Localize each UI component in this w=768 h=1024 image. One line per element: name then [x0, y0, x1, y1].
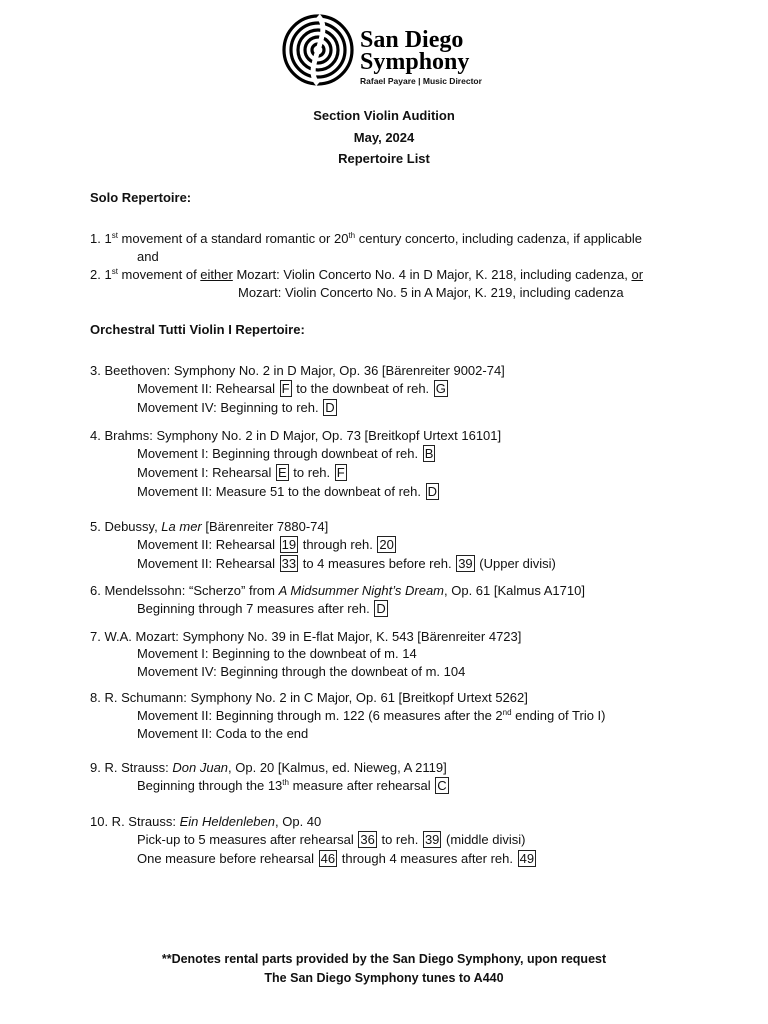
document-title-block [0, 105, 768, 170]
title-date: May, 2024 [353, 129, 415, 145]
footer-rental-note: **Denotes rental parts provided by the San Diego Symphony, upon request [161, 952, 607, 966]
title-repertoire-list: Repertoire List [338, 151, 430, 166]
item-5-title: 5. Debussy, La mer [Bärenreiter 7880-74] [90, 519, 329, 534]
music-director-line: Rafael Payare | Music Director [360, 76, 482, 86]
item-7-excerpt-2: Movement IV: Beginning through the downbeat of m. 104 [137, 664, 466, 679]
symphony-logo [280, 12, 520, 92]
item-7-title: 7. W.A. Mozart: Symphony No. 39 in E-flat Major, K. 543 [Bärenreiter 4723] [90, 629, 522, 644]
item-6-title: 6. Mendelssohn: “Scherzo” from A Midsummer Night’s Dream, Op. 61 [Kalmus A1710] [90, 583, 585, 598]
item-3-excerpt-2: Movement IV: Beginning to reh. D [137, 400, 335, 415]
item-8-title: 8. R. Schumann: Symphony No. 2 in C Major, Op. 61 [Breitkopf Urtext 5262] [90, 690, 528, 705]
item-3-title: 3. Beethoven: Symphony No. 2 in D Major, Op. 36 [Bärenreiter 9002-74] [90, 363, 505, 378]
item-7-excerpt-1: Movement I: Beginning to the downbeat of m. 14 [137, 646, 417, 661]
solo-item-2-alt: Mozart: Violin Concerto No. 5 in A Major, K. 219, including cadenza [238, 285, 624, 300]
logo-name-line1: San Diego [360, 27, 464, 53]
solo-heading: Solo Repertoire: [90, 190, 192, 205]
item-4-excerpt-1: Movement I: Beginning through downbeat of reh. B [137, 446, 434, 461]
item-10-excerpt-2: One measure before rehearsal 46 through 4 measures after reh. 49 [137, 851, 535, 866]
item-6-excerpt-1: Beginning through 7 measures after reh. D [137, 601, 386, 616]
item-9-excerpt-1: Beginning through the 13th measure after rehearsal C [137, 778, 447, 793]
solo-item-1: 1. 1st movement of a standard romantic or 20th century concerto, including cadenza, if applicable [90, 231, 643, 246]
item-4-title: 4. Brahms: Symphony No. 2 in D Major, Op. 73 [Breitkopf Urtext 16101] [90, 428, 502, 443]
item-5-excerpt-2: Movement II: Rehearsal 33 to 4 measures before reh. 39 (Upper divisi) [137, 556, 556, 571]
item-5-excerpt-1: Movement II: Rehearsal 19 through reh. 20 [137, 537, 394, 552]
footer-tuning-note: The San Diego Symphony tunes to A440 [264, 971, 504, 985]
item-4-excerpt-2: Movement I: Rehearsal E to reh. F [137, 465, 345, 480]
item-10-title: 10. R. Strauss: Ein Heldenleben, Op. 40 [90, 814, 322, 829]
logo-name-line2: Symphony [360, 49, 470, 75]
spiral-logo-icon [280, 12, 356, 88]
solo-and: and [137, 249, 159, 264]
orchestral-heading: Orchestral Tutti Violin I Repertoire: [90, 322, 305, 337]
item-9-title: 9. R. Strauss: Don Juan, Op. 20 [Kalmus, ed. Nieweg, A 2119] [90, 760, 447, 775]
title-audition: Section Violin Audition [313, 108, 455, 123]
item-8-excerpt-1: Movement II: Beginning through m. 122 (6 measures after the 2nd ending of Trio I) [137, 708, 606, 723]
item-4-excerpt-3: Movement II: Measure 51 to the downbeat of reh. D [137, 484, 437, 499]
item-10-excerpt-1: Pick-up to 5 measures after rehearsal 36 to reh. 39 (middle divisi) [137, 832, 526, 847]
item-3-excerpt-1: Movement II: Rehearsal F to the downbeat of reh. G [137, 381, 446, 396]
footer-notes [0, 950, 768, 988]
item-8-excerpt-2: Movement II: Coda to the end [137, 726, 309, 741]
solo-item-2: 2. 1st movement of either Mozart: Violin Concerto No. 4 in D Major, K. 218, including cadenza, or [90, 267, 644, 282]
